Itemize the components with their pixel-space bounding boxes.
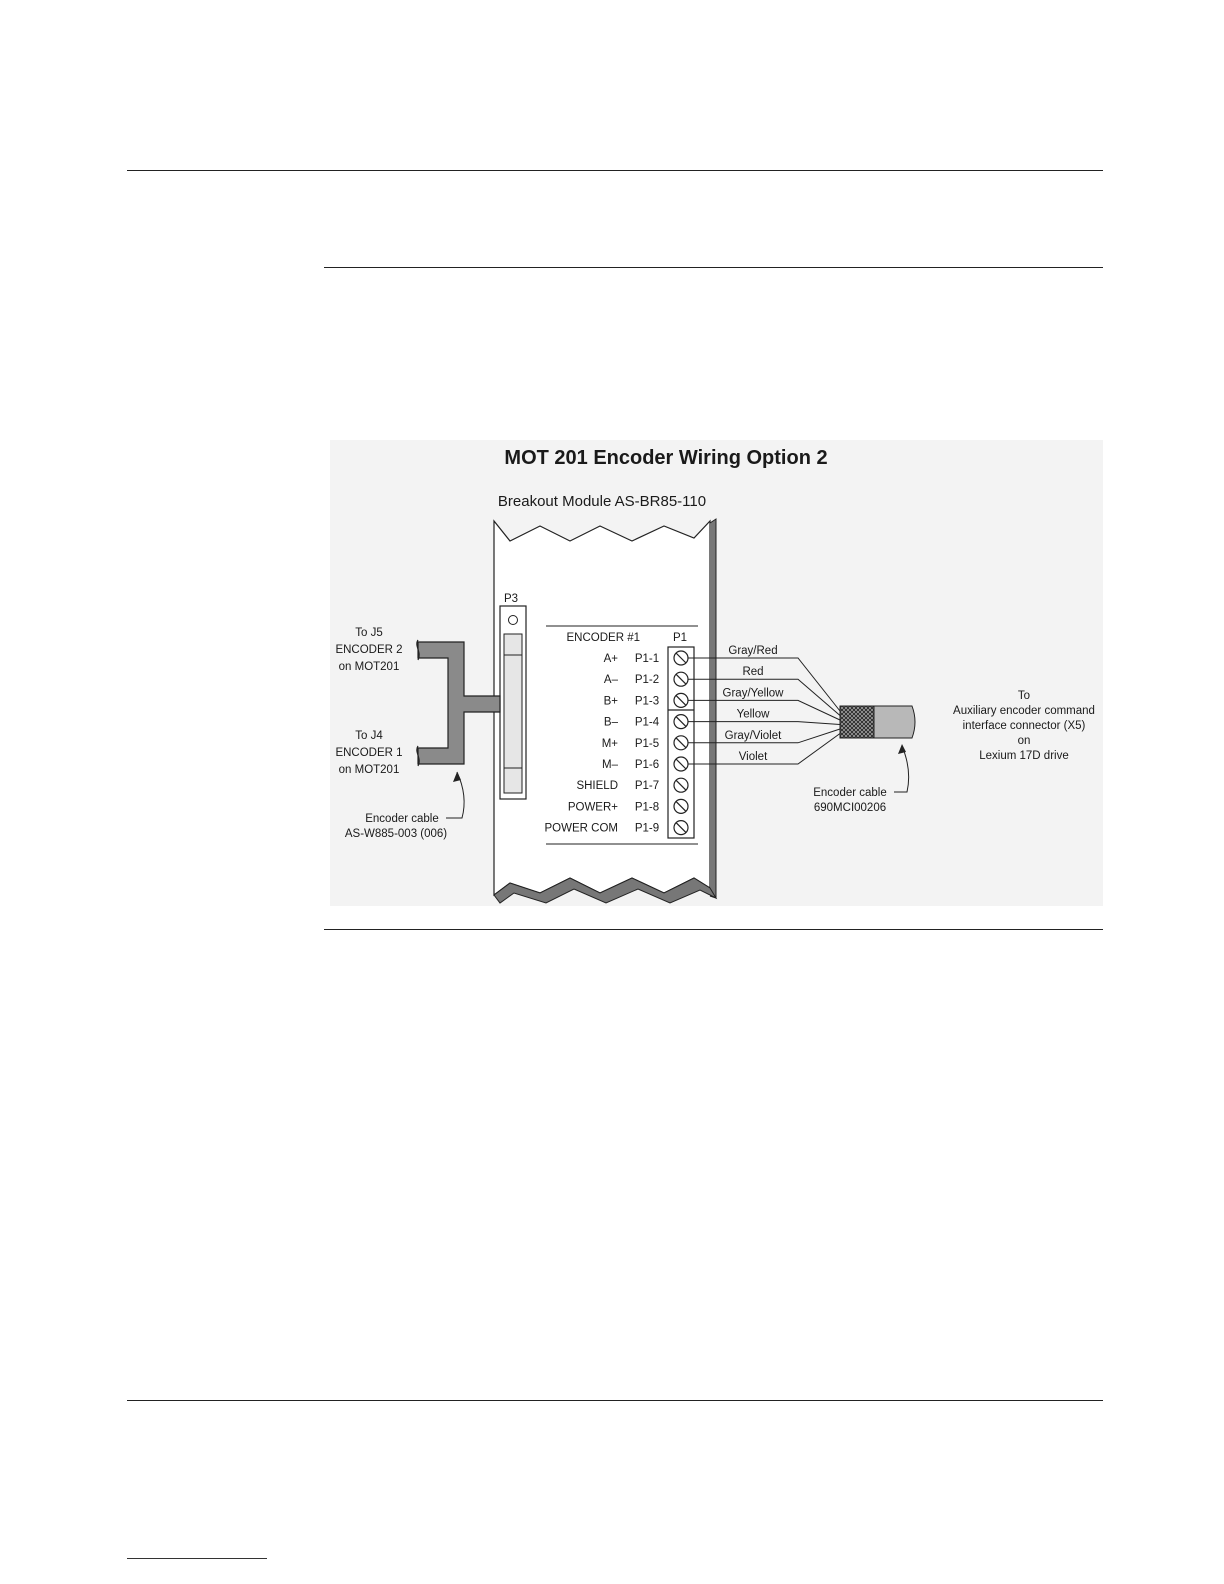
p3-connector (500, 593, 526, 799)
screw-terminal-icon (674, 799, 688, 813)
terminal-signal: M– (602, 759, 618, 771)
left-bottom-line-1: To J4 (355, 730, 383, 742)
wire-color-label: Gray/Violet (724, 729, 782, 742)
screw-terminal-icon (674, 821, 688, 835)
terminal-signal: M+ (601, 737, 618, 750)
terminal-signal: SHIELD (576, 780, 618, 793)
terminal-signal: POWER+ (567, 801, 618, 814)
right-cable-label (813, 744, 908, 814)
screw-terminal-icon (674, 715, 688, 729)
terminal-signal: B+ (603, 695, 618, 708)
terminal-pin: P1-6 (634, 759, 660, 771)
screw-terminal-icon (674, 672, 688, 686)
left-top-label (335, 627, 402, 673)
wire-color-label: Red (742, 666, 764, 679)
terminal-row (604, 693, 688, 707)
destination-line-3: interface connector (X5) (962, 720, 1086, 732)
terminal-signal: B– (603, 716, 618, 729)
y-cable (417, 640, 500, 766)
screw-terminal-icon (674, 693, 688, 707)
left-cable-line-2: AS-W885-003 (006) (344, 828, 448, 840)
destination-line-2: Auxiliary encoder command (953, 705, 1095, 717)
figure-bottom-rule (324, 929, 1103, 930)
screw-terminal-icon (674, 736, 688, 750)
header-rule (127, 170, 1103, 171)
left-top-line-3: on MOT201 (338, 661, 400, 673)
terminal-signal: POWER COM (544, 822, 618, 835)
terminal-pin: P1-2 (634, 674, 660, 687)
screw-terminal-icon (674, 651, 688, 665)
terminal-pin: P1-7 (634, 780, 660, 793)
destination-label (953, 690, 1095, 762)
module-label: Breakout Module AS-BR85-110 (497, 493, 707, 510)
screw-terminal-icon (674, 757, 688, 771)
terminal-pin: P1-5 (634, 737, 660, 750)
encoder-header: ENCODER #1 (566, 632, 640, 644)
destination-line-1: To (1017, 690, 1031, 702)
terminal-pin: P1-9 (634, 822, 660, 835)
wire-color-label: Yellow (736, 708, 770, 721)
encoder-cable-right (840, 706, 915, 738)
left-bottom-line-2: ENCODER 1 (335, 747, 403, 759)
figure-title: MOT 201 Encoder Wiring Option 2 (504, 447, 828, 469)
wire-color-label: Violet (738, 751, 768, 763)
terminal-row (604, 672, 688, 686)
left-top-line-1: To J5 (355, 627, 383, 639)
right-cable-line-1: Encoder cable (813, 787, 887, 799)
terminal-pin: P1-1 (634, 653, 660, 665)
wiring-figure (330, 440, 1103, 906)
right-cable-line-2: 690MCI00206 (813, 802, 887, 814)
left-cable-label (345, 772, 464, 840)
wire-color-label: Gray/Yellow (722, 687, 784, 700)
p1-header: P1 (672, 632, 688, 644)
footer-rule (127, 1400, 1103, 1401)
terminal-pin: P1-3 (634, 695, 660, 708)
p3-label: P3 (503, 593, 519, 605)
terminal-signal: A+ (603, 653, 618, 665)
terminal-pin: P1-4 (634, 716, 660, 729)
terminal-pin: P1-8 (634, 801, 660, 814)
destination-line-5: Lexium 17D drive (979, 750, 1069, 762)
figure-top-rule (324, 267, 1103, 268)
left-cable-line-1: Encoder cable (365, 813, 439, 825)
terminal-signal: A– (603, 674, 618, 687)
terminal-row (604, 651, 688, 665)
terminal-row (604, 715, 688, 729)
left-bottom-line-3: on MOT201 (338, 764, 400, 776)
left-bottom-label (335, 730, 402, 776)
wiring-diagram (330, 440, 1103, 906)
wire-color-label: Gray/Red (728, 645, 778, 657)
screw-terminal-icon (674, 778, 688, 792)
destination-line-4: on (1017, 735, 1031, 747)
left-top-line-2: ENCODER 2 (335, 644, 403, 656)
footnote-rule (127, 1558, 267, 1559)
